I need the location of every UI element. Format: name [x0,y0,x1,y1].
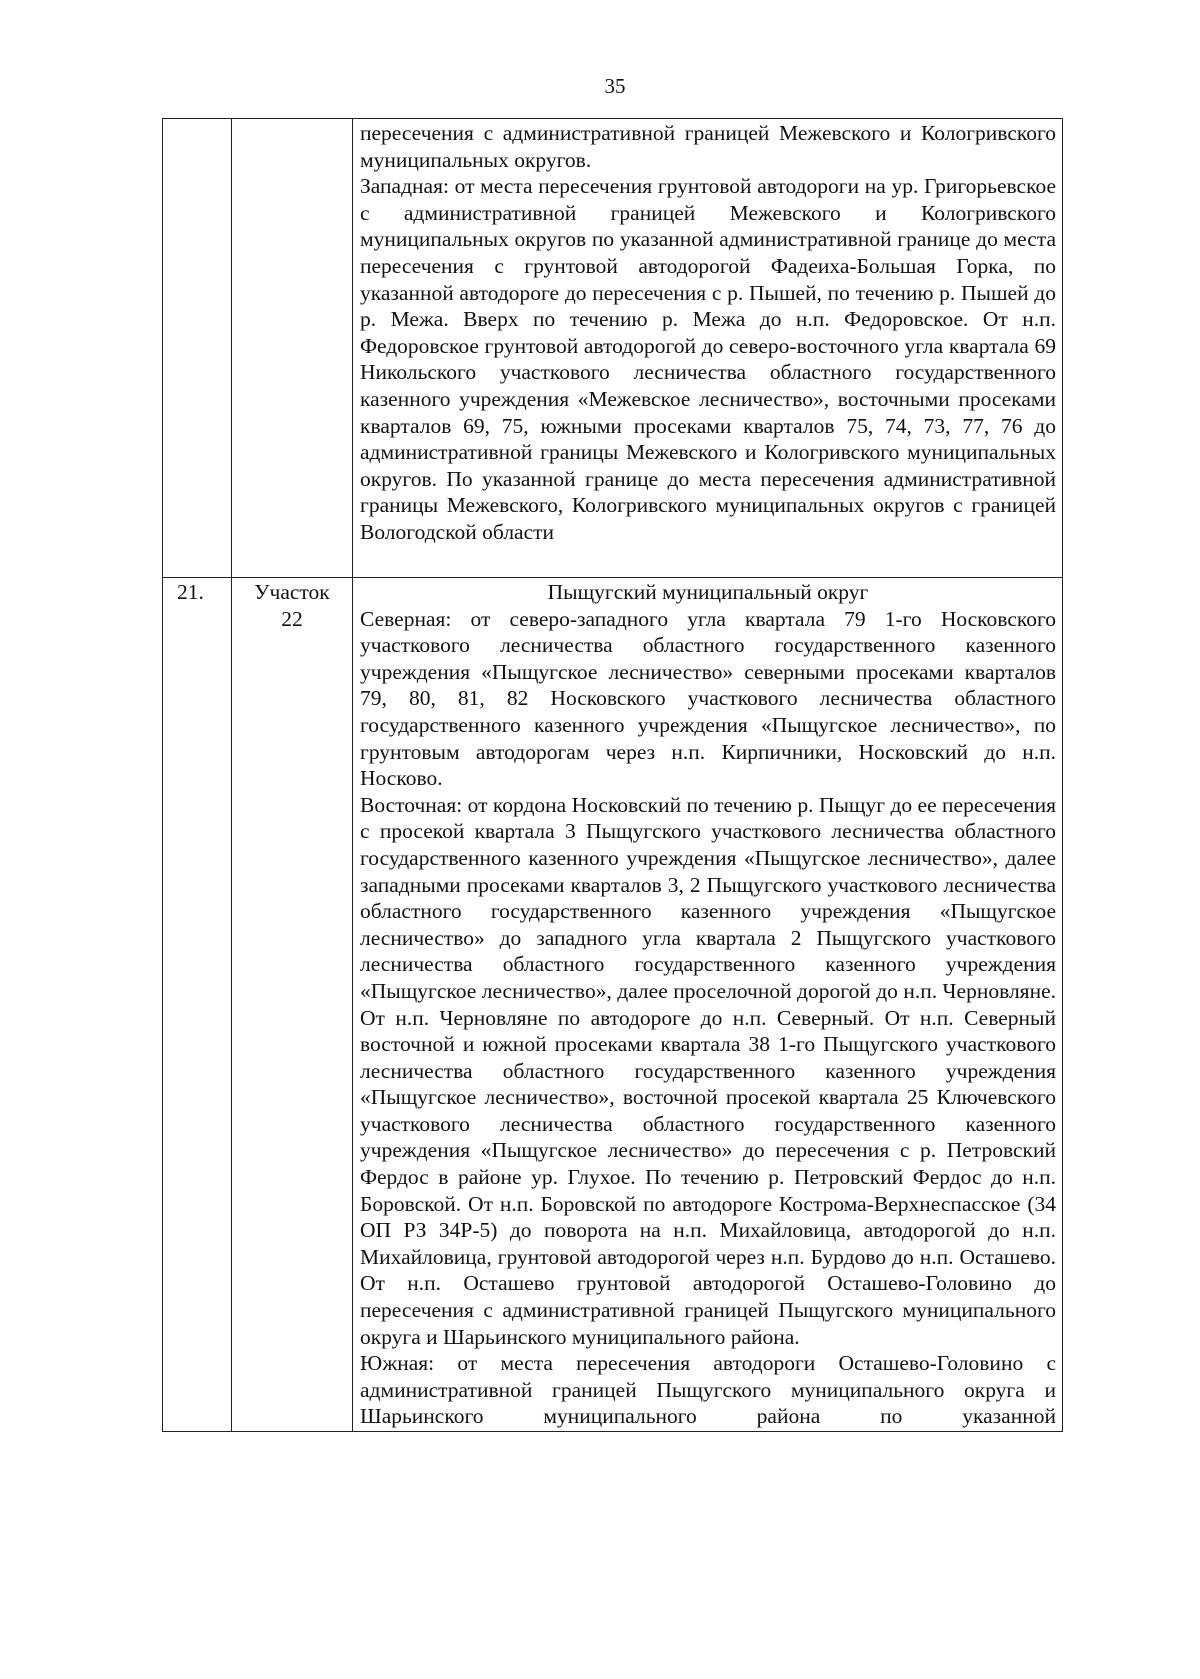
description-cell [353,119,1063,578]
description-paragraph: Южная: от места пересечения автодороги Осташево-Головино с административной границей Пыщугского муниципального округа и Шарьинского муниципального района по указанной [360,1351,1056,1429]
description-cell [353,578,1063,1432]
page-number: 35 [604,74,626,98]
description-paragraph: Восточная: от кордона Носковский по течению р. Пыщуг до ее пересечения с просекой квартала 3 Пыщугского участкового лесничества областного государственного казенного учреждения «Пыщугское лесничество», далее западными просеками кварталов 3, 2 Пыщугского участкового лесничества областного государственного казенного учреждения «Пыщугское лесничество» до западного угла квартала 2 Пыщугского участкового лесничества областного государственного казенного учреждения «Пыщугское лесничество», далее проселочной дорогой до н.п. Черновляне. От н.п. Черновляне по автодороге до н.п. Северный. От н.п. Северный восточной и южной просеками квартала 38 1-го Пыщугского участкового лесничества областного государственного казенного учреждения «Пыщугское лесничество», восточной просекой квартала 25 Ключевского участкового лесничества областного государственного казенного учреждения «Пыщугское лесничество» до пересечения с р. Петровский Фердос в районе ур. Глухое. По течению р. Петровский Фердос до н.п. Боровской. От н.п. Боровской по автодороге Кострома-Верхнеспасское (34 ОП РЗ 34Р-5) до поворота на н.п. Михайловица, автодорогой до н.п. Михайловица, грунтовой автодорогой через н.п. Бурдово до н.п. Осташево. От н.п. Осташево грунтовой автодорогой Осташево-Головино до пересечения с административной границей Пыщугского муниципального округа и Шарьинского муниципального района. [360,792,1056,1349]
description-text [353,119,1062,547]
plot-label [232,578,352,633]
plot-label-line1: Участок [254,580,330,604]
table-row [163,578,1063,1432]
plot-label-line2: 22 [281,606,303,631]
description-paragraph: Западная: от места пересечения грунтовой автодороги на ур. Григорьевское с административной границей Межевского и Кологривского муниципальных округов по указанной административной границе до места пересечения с грунтовой автодорогой Фадеиха-Большая Горка, по указанной автодороге до пересечения с р. Пышей, по течению р. Пышей до р. Межа. Вверх по течению р. Межа до н.п. Федоровское. От н.п. Федоровское грунтовой автодорогой до северо-восточного угла квартала 69 Никольского участкового лесничества областного государственного казенного учреждения «Межевское лесничество», восточными просеками кварталов 69, 75, южными просеками кварталов 75, 74, 73, 77, 76 до административной границы Межевского и Кологривского муниципальных округов. По указанной границе до места пересечения административной границы Межевского, Кологривского муниципальных округов с границей Вологодской области [360,174,1056,544]
row-number-cell [163,578,232,1432]
plot-cell [232,119,353,578]
description-paragraph: пересечения с административной границей Межевского и Кологривского муниципальных округов. [360,121,1056,172]
section-title: Пыщугский муниципальный округ [547,580,869,604]
boundary-description-table [162,118,1063,1432]
description-paragraph: Северная: от северо-западного угла квартала 79 1-го Носковского участкового лесничества областного государственного казенного учреждения «Пыщугское лесничество» северными просеками кварталов 79, 80, 81, 82 Носковского участкового лесничества областного государственного казенного учреждения «Пыщугское лесничество», по грунтовым автодорогам через н.п. Кирпичники, Носковский до н.п. Носково. [360,606,1056,791]
description-text [353,578,1062,1431]
plot-cell [232,578,353,1432]
row-number [163,119,231,120]
plot-label [232,119,352,120]
row-number-cell [163,119,232,578]
table-row [163,119,1063,578]
row-number: 21. [177,580,204,604]
